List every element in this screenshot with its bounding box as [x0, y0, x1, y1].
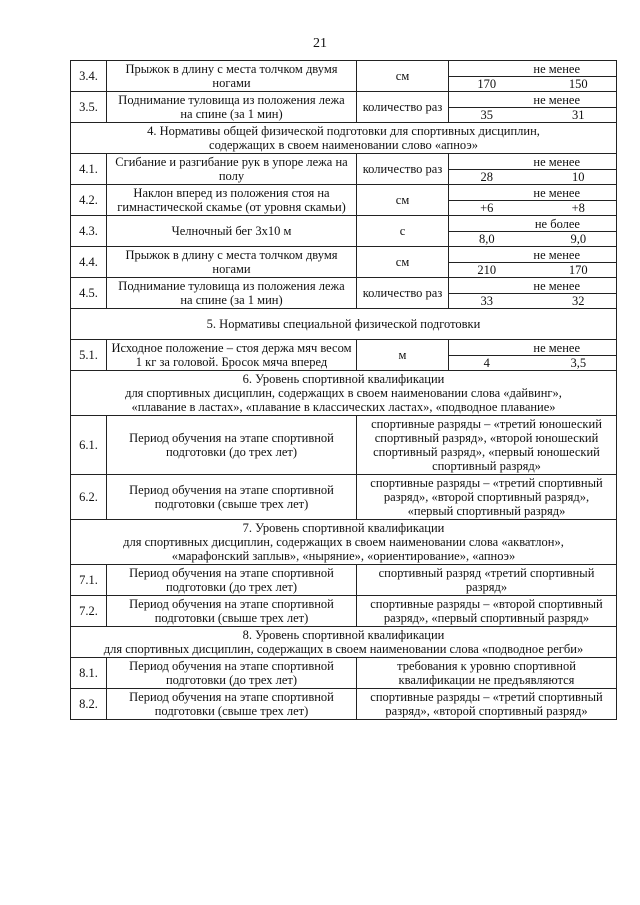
period-name: Период обучения на этапе спортивной подготовки (свыше трех лет) — [107, 689, 357, 720]
section-line: для спортивных дисциплин, содержащих в своем наименовании слова «дайвинг», — [125, 386, 562, 400]
section-line: для спортивных дисциплин, содержащих в своем наименовании слова «акватлон», — [123, 535, 564, 549]
period-name: Период обучения на этапе спортивной подготовки (свыше трех лет) — [107, 596, 357, 627]
table-row — [71, 278, 617, 309]
qualification-requirement: спортивные разряды – «третий спортивный разряд», «второй спортивный разряд», «первый спортивный разряд» — [357, 475, 617, 520]
value-boys: 35 — [480, 107, 493, 122]
qualification-requirement: спортивные разряды – «второй спортивный разряд», «первый спортивный разряд» — [357, 596, 617, 627]
value-boys: 33 — [480, 293, 493, 308]
norm-limit: не менее — [449, 62, 616, 77]
norm-unit: количество раз — [357, 154, 449, 185]
standards-table — [70, 60, 617, 720]
norm-values — [449, 92, 617, 123]
table-row — [71, 61, 617, 92]
table-row — [71, 154, 617, 185]
row-number: 4.2. — [71, 185, 107, 216]
table-row — [71, 475, 617, 520]
value-girls: 9,0 — [570, 231, 587, 246]
norm-unit: см — [357, 61, 449, 92]
qualification-requirement: требования к уровню спортивной квалификации не предъявляются — [357, 658, 617, 689]
norm-name: Поднимание туловища из положения лежа на спине (за 1 мин) — [107, 92, 357, 123]
section-header-row — [71, 123, 617, 154]
norm-name: Прыжок в длину с места толчком двумя ногами — [107, 61, 357, 92]
row-number: 6.1. — [71, 416, 107, 475]
value-boys: 4 — [483, 355, 490, 370]
norm-limit: не менее — [449, 155, 616, 170]
norm-unit: количество раз — [357, 278, 449, 309]
section-4-heading — [71, 123, 617, 154]
section-8-heading — [71, 627, 617, 658]
value-girls: 10 — [572, 169, 585, 184]
value-girls: 3,5 — [570, 355, 587, 370]
table-row — [71, 340, 617, 371]
row-number: 4.1. — [71, 154, 107, 185]
norm-values — [449, 185, 617, 216]
section-7-heading — [71, 520, 617, 565]
qualification-requirement: спортивный разряд «третий спортивный разряд» — [357, 565, 617, 596]
norm-unit: см — [357, 185, 449, 216]
section-line: 7. Уровень спортивной квалификации — [242, 521, 445, 535]
row-number: 8.1. — [71, 658, 107, 689]
row-number: 3.5. — [71, 92, 107, 123]
value-girls: 31 — [572, 107, 585, 122]
row-number: 8.2. — [71, 689, 107, 720]
row-number: 4.3. — [71, 216, 107, 247]
norm-values — [449, 247, 617, 278]
value-girls: +8 — [571, 200, 585, 215]
norm-limit: не более — [449, 217, 616, 232]
section-6-heading — [71, 371, 617, 416]
period-name: Период обучения на этапе спортивной подготовки (до трех лет) — [107, 565, 357, 596]
table-row — [71, 596, 617, 627]
norm-values — [449, 278, 617, 309]
period-name: Период обучения на этапе спортивной подготовки (до трех лет) — [107, 658, 357, 689]
norm-name: Сгибание и разгибание рук в упоре лежа на полу — [107, 154, 357, 185]
norm-values — [449, 216, 617, 247]
value-boys: 210 — [477, 262, 497, 277]
row-number: 4.5. — [71, 278, 107, 309]
section-line: «марафонский заплыв», «ныряние», «ориентирование», «апноэ» — [171, 549, 516, 563]
norm-limit: не менее — [449, 186, 616, 201]
norm-limit: не менее — [449, 279, 616, 294]
value-girls: 170 — [568, 262, 588, 277]
row-number: 4.4. — [71, 247, 107, 278]
row-number: 5.1. — [71, 340, 107, 371]
value-boys: 170 — [477, 76, 497, 91]
table-row — [71, 216, 617, 247]
norm-limit: не менее — [449, 341, 616, 356]
norm-name: Прыжок в длину с места толчком двумя ногами — [107, 247, 357, 278]
page-number: 21 — [313, 36, 327, 51]
section-line: 8. Уровень спортивной квалификации — [242, 628, 445, 642]
section-5-heading — [71, 309, 617, 340]
norm-values — [449, 61, 617, 92]
value-boys: 28 — [480, 169, 493, 184]
norm-unit: количество раз — [357, 92, 449, 123]
value-boys: +6 — [480, 200, 494, 215]
norm-values — [449, 340, 617, 371]
section-header-row — [71, 371, 617, 416]
section-header-row — [71, 627, 617, 658]
norm-name: Исходное положение – стоя держа мяч весом 1 кг за головой. Бросок мяча вперед — [107, 340, 357, 371]
period-name: Период обучения на этапе спортивной подготовки (до трех лет) — [107, 416, 357, 475]
qualification-requirement: спортивные разряды – «третий юношеский спортивный разряд», «второй юношеский спортивный разряд», «первый юношеский спортивный разряд» — [357, 416, 617, 475]
section-line: содержащих в своем наименовании слово «апноэ» — [209, 138, 478, 152]
value-girls: 32 — [572, 293, 585, 308]
norm-name: Поднимание туловища из положения лежа на спине (за 1 мин) — [107, 278, 357, 309]
norm-limit: не менее — [449, 93, 616, 108]
norm-unit: см — [357, 247, 449, 278]
table-row — [71, 92, 617, 123]
row-number: 3.4. — [71, 61, 107, 92]
table-row — [71, 565, 617, 596]
section-header-row — [71, 520, 617, 565]
table-row — [71, 416, 617, 475]
row-number: 7.1. — [71, 565, 107, 596]
period-name: Период обучения на этапе спортивной подготовки (свыше трех лет) — [107, 475, 357, 520]
row-number: 7.2. — [71, 596, 107, 627]
table-row — [71, 689, 617, 720]
table-row — [71, 185, 617, 216]
norm-limit: не менее — [449, 248, 616, 263]
value-girls: 150 — [568, 76, 588, 91]
table-row — [71, 658, 617, 689]
section-header-row — [71, 309, 617, 340]
section-line: 5. Нормативы специальной физической подготовки — [206, 317, 481, 331]
norm-name: Наклон вперед из положения стоя на гимнастической скамье (от уровня скамьи) — [107, 185, 357, 216]
row-number: 6.2. — [71, 475, 107, 520]
norm-unit: с — [357, 216, 449, 247]
norm-name: Челночный бег 3х10 м — [107, 216, 357, 247]
norm-unit: м — [357, 340, 449, 371]
norm-values — [449, 154, 617, 185]
section-line: для спортивных дисциплин, содержащих в своем наименовании слова «подводное регби» — [103, 642, 584, 656]
section-line: «плавание в ластах», «плавание в классических ластах», «подводное плавание» — [131, 400, 556, 414]
qualification-requirement: спортивные разряды – «третий спортивный разряд», «второй спортивный разряд» — [357, 689, 617, 720]
table-row — [71, 247, 617, 278]
value-boys: 8,0 — [478, 231, 495, 246]
section-line: 4. Нормативы общей физической подготовки для спортивных дисциплин, — [147, 124, 540, 138]
section-line: 6. Уровень спортивной квалификации — [242, 372, 445, 386]
